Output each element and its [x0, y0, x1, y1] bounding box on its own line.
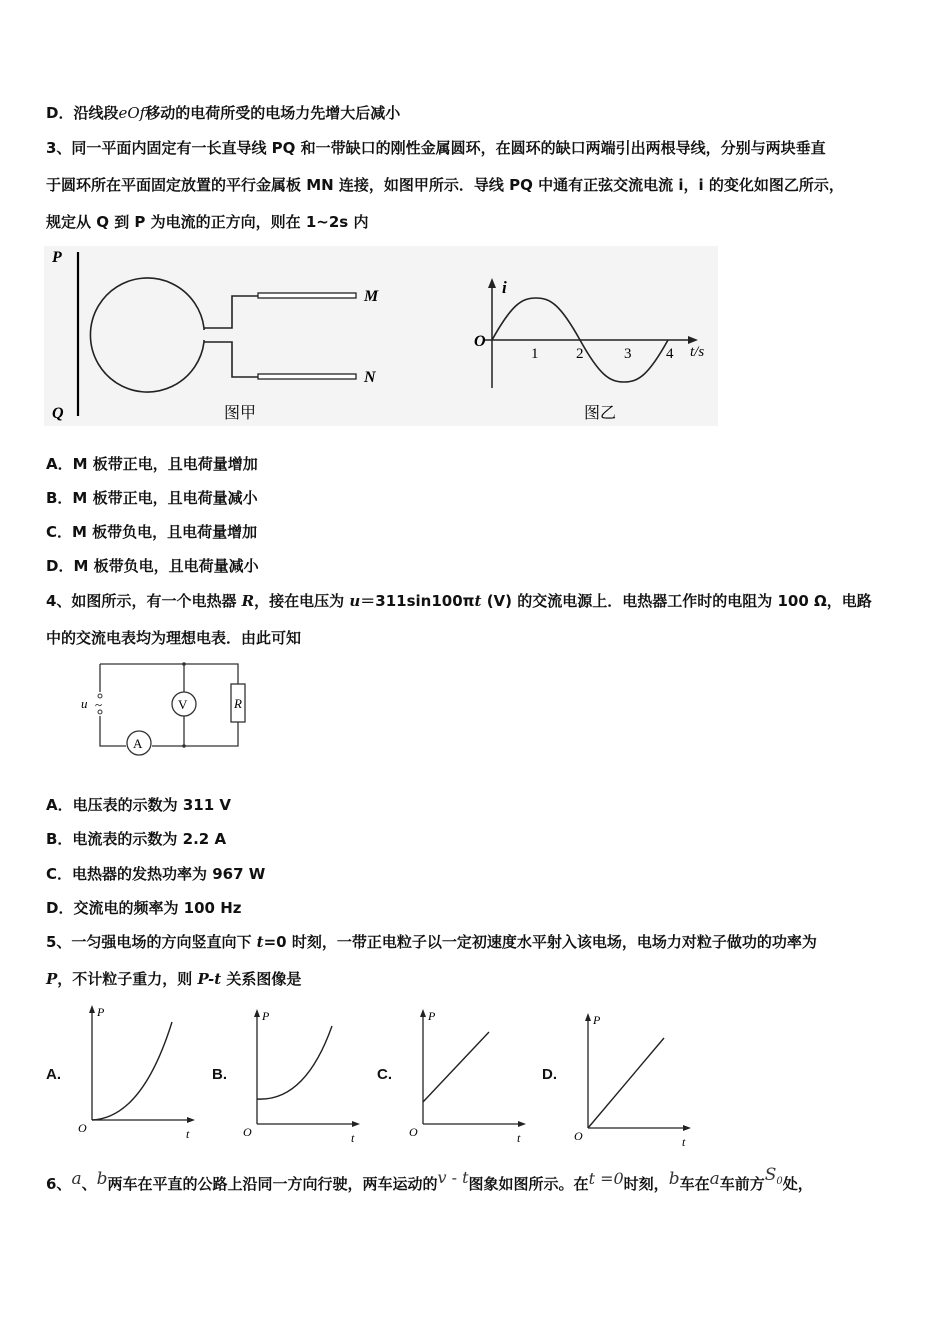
- q3-option-a: A．M 板带正电，且电荷量增加: [46, 455, 258, 473]
- label-q: Q: [52, 405, 64, 422]
- q3-line3: 规定从 Q 到 P 为电流的正方向，则在 1~2s 内: [46, 213, 369, 231]
- q3-figure: [44, 246, 718, 426]
- q6-s0-sub: 0: [776, 1176, 783, 1187]
- junction-top: [182, 662, 186, 666]
- q4-line1-r: R: [241, 592, 255, 610]
- label-n: N: [364, 369, 376, 386]
- plate-n: [258, 374, 356, 379]
- q6-vt: v - t: [437, 1168, 469, 1187]
- q4-circuit: [76, 656, 256, 756]
- q6-sep: 、: [81, 1175, 97, 1193]
- q3-option-d: D．M 板带负电，且电荷量减小: [46, 557, 259, 575]
- q5-line1-c: =0 时刻，一带正电粒子以一定初速度水平射入该电场，电场力对粒子做功的功率为: [263, 933, 817, 951]
- graph-c-label-p: P: [428, 1009, 436, 1023]
- caption-fig-b: 图乙: [584, 405, 617, 422]
- graph-c-line: [423, 1032, 489, 1102]
- q3-figure-background: [44, 246, 718, 426]
- label-p: P: [52, 249, 62, 266]
- label-a: A: [133, 736, 143, 751]
- q6-s0: S: [764, 1165, 777, 1185]
- graph-d-p-arrow: [585, 1013, 591, 1021]
- q6-var-b: b: [96, 1169, 108, 1189]
- graph-c-label-t: t: [517, 1131, 521, 1145]
- q4-line1-e: ＝311sin100π: [360, 592, 475, 610]
- q4-line1-g: (V) 的交流电源上．电热器工作时的电阻为 100 Ω，电路: [481, 592, 872, 610]
- plate-m: [258, 293, 356, 298]
- q6-text1: 两车在平直的公路上沿同一方向行驶，两车运动的: [107, 1175, 438, 1193]
- q4-line1-t: t: [474, 592, 482, 610]
- caption-fig-a: 图甲: [224, 405, 257, 422]
- tick-1: 1: [531, 346, 539, 362]
- graph-d-t-arrow: [683, 1125, 691, 1131]
- q5-graph-b: [237, 1004, 367, 1149]
- q5-graph-c: [403, 1004, 533, 1149]
- graph-b-p-arrow: [254, 1009, 260, 1017]
- q3-option-c: C．M 板带负电，且电荷量增加: [46, 523, 258, 541]
- label-origin: O: [474, 333, 486, 350]
- graph-a-t-arrow: [187, 1117, 195, 1123]
- graph-a-p-arrow: [89, 1005, 95, 1013]
- q6-t0: t =0: [588, 1169, 624, 1188]
- q4-line1-a: 4、如图所示，有一个电热器: [46, 592, 242, 610]
- q6-text4: 车在: [679, 1175, 710, 1193]
- label-i: i: [502, 278, 507, 297]
- q6-text6: 处，: [782, 1175, 813, 1193]
- q5-line2-p: P: [46, 970, 58, 988]
- q6-text5: 车前方: [719, 1175, 765, 1193]
- label-v: V: [178, 697, 188, 712]
- q4-line2: 中的交流电表均为理想电表．由此可知: [46, 629, 302, 647]
- q5-graph-a: [72, 1000, 202, 1145]
- q6-text2: 图象如图所示。在: [468, 1175, 589, 1193]
- q6-var-b2: b: [668, 1169, 680, 1189]
- junction-bottom: [182, 744, 186, 748]
- graph-d-line: [588, 1038, 664, 1128]
- q6-number: 6、: [46, 1175, 72, 1193]
- label-u: u: [81, 696, 88, 711]
- label-tilde: ~: [95, 697, 103, 712]
- graph-b-label-o: O: [243, 1125, 252, 1139]
- circuit-wire-left-bottom: [100, 716, 126, 746]
- graph-c-p-arrow: [420, 1009, 426, 1017]
- q5-line1-t: t: [256, 933, 264, 951]
- q4-line1-c: ，接在电压为: [254, 592, 350, 610]
- tick-4: 4: [666, 346, 674, 362]
- q5-label-a: A.: [46, 1066, 61, 1083]
- q4-line1: [46, 591, 916, 611]
- label-t-unit: t/s: [690, 344, 705, 360]
- q4-option-d: D．交流电的频率为 100 Hz: [46, 899, 242, 917]
- q5-line2-pt: P-t: [197, 970, 222, 988]
- graph-b-curve: [257, 1026, 332, 1099]
- q5-graph-d: [568, 1008, 698, 1153]
- q4-option-b: B．电流表的示数为 2.2 A: [46, 830, 227, 848]
- circuit-wire-outer: [100, 664, 238, 746]
- q3-line1: 3、同一平面内固定有一长直导线 PQ 和一带缺口的刚性金属圆环，在圆环的缺口两端引出两根导线，分别与两块垂直: [46, 139, 826, 157]
- q2-option-d: [46, 103, 916, 123]
- q2-option-d-text: 移动的电荷所受的电场力先增大后减小: [145, 104, 401, 122]
- q4-line1-u: u: [349, 592, 361, 610]
- label-m: M: [364, 288, 379, 305]
- q4-option-c: C．电热器的发热功率为 967 W: [46, 865, 266, 883]
- q2-option-d-var: eOf: [118, 104, 146, 122]
- graph-a-label-p: P: [97, 1005, 105, 1019]
- q5-line2: [46, 969, 916, 989]
- q3-option-b: B．M 板带正电，且电荷量减小: [46, 489, 258, 507]
- label-r: R: [234, 696, 242, 711]
- q5-line2-b: ，不计粒子重力，则: [57, 970, 198, 988]
- q2-option-d-prefix: D．沿线段: [46, 104, 119, 122]
- q6-line1: [46, 1165, 916, 1197]
- q3-line2: 于圆环所在平面固定放置的平行金属板 MN 连接，如图甲所示．导线 PQ 中通有正弦交流电流 i，i 的变化如图乙所示，: [46, 176, 844, 194]
- graph-d-label-o: O: [574, 1129, 583, 1143]
- q6-var-a: a: [71, 1169, 82, 1189]
- graph-d-label-p: P: [593, 1013, 601, 1027]
- tick-2: 2: [576, 346, 584, 362]
- q5-label-d: D.: [542, 1066, 557, 1083]
- graph-a-curve: [92, 1022, 172, 1120]
- graph-b-label-t: t: [351, 1131, 355, 1145]
- q5-line1: [46, 932, 916, 952]
- graph-d-label-t: t: [682, 1135, 686, 1149]
- tick-3: 3: [624, 346, 632, 362]
- q6-text3: 时刻，: [623, 1175, 669, 1193]
- graph-c-t-arrow: [518, 1121, 526, 1127]
- q6-var-a2: a: [709, 1169, 720, 1189]
- q5-label-c: C.: [377, 1066, 392, 1083]
- q5-line2-d: 关系图像是: [221, 970, 302, 988]
- graph-c-label-o: O: [409, 1125, 418, 1139]
- graph-b-label-p: P: [262, 1009, 270, 1023]
- q4-option-a: A．电压表的示数为 311 V: [46, 796, 231, 814]
- graph-b-t-arrow: [352, 1121, 360, 1127]
- graph-a-label-t: t: [186, 1127, 190, 1141]
- graph-a-label-o: O: [78, 1121, 87, 1135]
- q5-line1-a: 5、一匀强电场的方向竖直向下: [46, 933, 257, 951]
- q5-label-b: B.: [212, 1066, 227, 1083]
